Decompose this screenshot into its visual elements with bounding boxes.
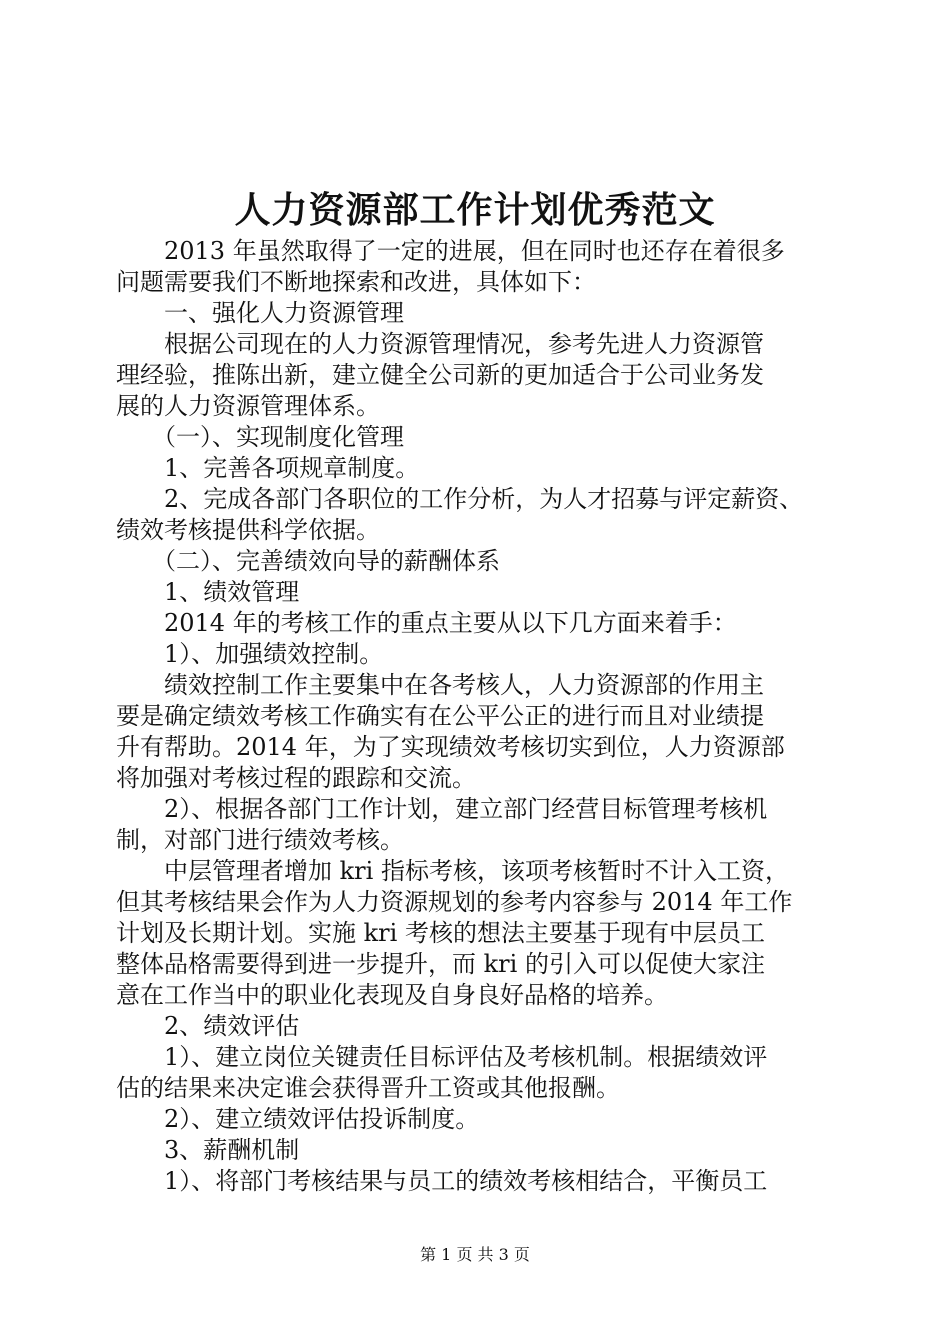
- text-line: 3、薪酬机制: [116, 1136, 300, 1164]
- text-line: 根据公司现在的人力资源管理情况，参考先进人力资源管: [116, 330, 764, 358]
- text-line: 制，对部门进行绩效考核。: [116, 826, 404, 854]
- text-line: 展的人力资源管理体系。: [116, 392, 380, 420]
- section-heading: 一、强化人力资源管理: [116, 299, 404, 327]
- text-line: 升有帮助。2014 年，为了实现绩效考核切实到位，人力资源部: [116, 733, 785, 761]
- text-line: 理经验，推陈出新，建立健全公司新的更加适合于公司业务发: [116, 361, 764, 389]
- text-line: 问题需要我们不断地探索和改进，具体如下：: [116, 268, 596, 296]
- text-line: 1、绩效管理: [116, 578, 300, 606]
- text-line: 要是确定绩效考核工作确实有在公平公正的进行而且对业绩提: [116, 702, 764, 730]
- page-footer: 第 1 页 共 3 页: [420, 1245, 530, 1264]
- text-line: 2）、建立绩效评估投诉制度。: [116, 1105, 480, 1133]
- text-line: 1）、将部门考核结果与员工的绩效考核相结合，平衡员工: [116, 1167, 768, 1195]
- text-line: 1）、加强绩效控制。: [116, 640, 384, 668]
- text-line: 计划及长期计划。实施 kri 考核的想法主要基于现有中层员工: [116, 919, 765, 947]
- text-line: 但其考核结果会作为人力资源规划的参考内容参与 2014 年工作: [116, 888, 793, 916]
- text-line: 中层管理者增加 kri 指标考核，该项考核暂时不计入工资，: [116, 857, 789, 885]
- document-title: 人力资源部工作计划优秀范文: [234, 189, 716, 231]
- text-line: 估的结果来决定谁会获得晋升工资或其他报酬。: [116, 1074, 620, 1102]
- text-line: 2013 年虽然取得了一定的进展，但在同时也还存在着很多: [116, 237, 785, 265]
- text-line: 2）、根据各部门工作计划，建立部门经营目标管理考核机: [116, 795, 768, 823]
- text-line: 1、完善各项规章制度。: [116, 454, 420, 482]
- text-line: 1）、建立岗位关键责任目标评估及考核机制。根据绩效评: [116, 1043, 768, 1071]
- subsection-heading: （一）、实现制度化管理: [116, 423, 404, 451]
- text-line: 2014 年的考核工作的重点主要从以下几方面来着手：: [116, 609, 737, 637]
- text-line: 绩效控制工作主要集中在各考核人，人力资源部的作用主: [116, 671, 764, 699]
- subsection-heading: （二）、完善绩效向导的薪酬体系: [116, 547, 500, 575]
- text-line: 绩效考核提供科学依据。: [116, 516, 380, 544]
- text-line: 意在工作当中的职业化表现及自身良好品格的培养。: [116, 981, 668, 1009]
- text-line: 将加强对考核过程的跟踪和交流。: [116, 764, 476, 792]
- text-line: 2、完成各部门各职位的工作分析，为人才招募与评定薪资、: [116, 485, 804, 513]
- document-body: [116, 236, 836, 1197]
- text-line: 整体品格需要得到进一步提升，而 kri 的引入可以促使大家注: [116, 950, 765, 978]
- text-line: 2、绩效评估: [116, 1012, 300, 1040]
